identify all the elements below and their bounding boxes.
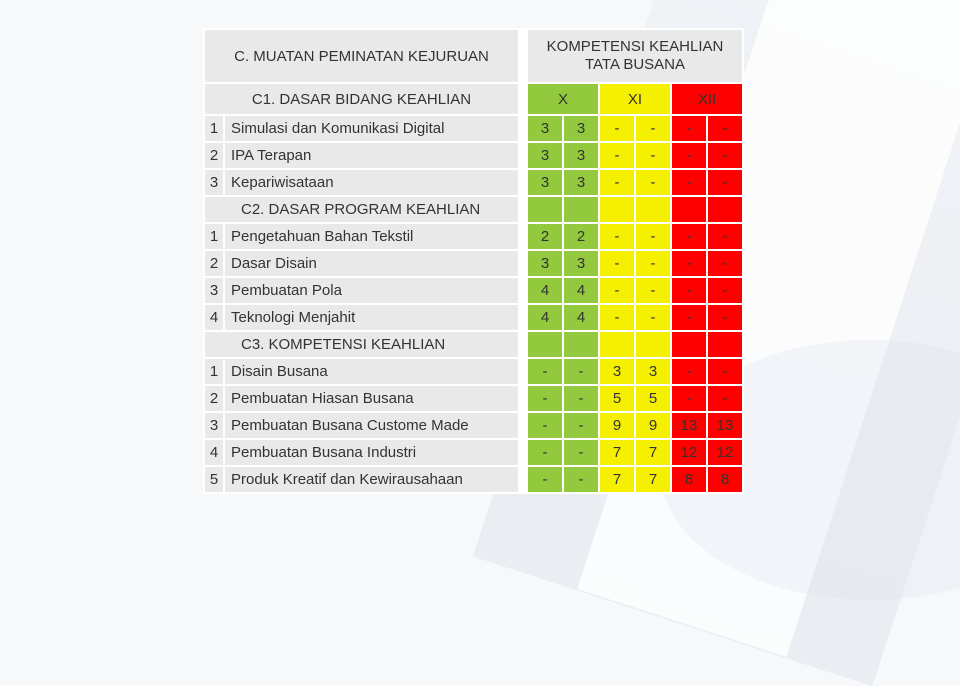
hours-cell: 3 [527, 250, 563, 277]
hours-cell: 13 [671, 412, 707, 439]
empty-cell [671, 331, 707, 358]
hours-cell: 12 [671, 439, 707, 466]
section-label: C2. DASAR PROGRAM KEAHLIAN [204, 196, 519, 223]
hours-cell: - [707, 142, 743, 169]
hours-cell: - [707, 250, 743, 277]
hours-cell: 3 [599, 358, 635, 385]
column-gap [519, 412, 527, 439]
hours-cell: - [671, 304, 707, 331]
grade-x: X [527, 83, 599, 115]
subject-name: Disain Busana [224, 358, 519, 385]
hours-cell: 12 [707, 439, 743, 466]
row-number: 2 [204, 385, 224, 412]
subject-name: Pembuatan Busana Industri [224, 439, 519, 466]
hours-cell: - [563, 439, 599, 466]
table-row [204, 142, 743, 169]
empty-cell [563, 331, 599, 358]
hours-cell: 3 [563, 250, 599, 277]
curriculum-table [203, 28, 744, 494]
hours-cell: - [635, 142, 671, 169]
subject-name: Pembuatan Busana Custome Made [224, 412, 519, 439]
hours-cell: 3 [563, 142, 599, 169]
table-row [204, 250, 743, 277]
subject-name: IPA Terapan [224, 142, 519, 169]
hours-cell: 4 [563, 277, 599, 304]
column-gap [519, 196, 527, 223]
subject-name: Pengetahuan Bahan Tekstil [224, 223, 519, 250]
table-row [204, 277, 743, 304]
column-gap [519, 304, 527, 331]
hours-cell: 3 [563, 115, 599, 142]
hours-cell: - [707, 304, 743, 331]
hours-cell: 13 [707, 412, 743, 439]
hours-cell: - [635, 115, 671, 142]
hours-cell: - [599, 304, 635, 331]
empty-cell [707, 196, 743, 223]
hours-cell: - [671, 169, 707, 196]
column-gap [519, 331, 527, 358]
hours-cell: - [563, 385, 599, 412]
section-label: C3. KOMPETENSI KEAHLIAN [204, 331, 519, 358]
hours-cell: - [527, 358, 563, 385]
subject-name: Pembuatan Pola [224, 277, 519, 304]
hours-cell: 4 [563, 304, 599, 331]
grade-xii: XII [671, 83, 743, 115]
header-row [204, 29, 743, 83]
table-row [204, 304, 743, 331]
empty-cell [671, 196, 707, 223]
hours-cell: - [635, 277, 671, 304]
subject-name: Simulasi dan Komunikasi Digital [224, 115, 519, 142]
column-gap [519, 115, 527, 142]
hours-cell: 2 [563, 223, 599, 250]
subject-name: Teknologi Menjahit [224, 304, 519, 331]
hours-cell: 3 [527, 169, 563, 196]
header-left [204, 29, 519, 83]
section-row [204, 331, 743, 358]
row-number: 1 [204, 115, 224, 142]
hours-cell: - [671, 142, 707, 169]
header-right [527, 29, 743, 83]
subject-name: Pembuatan Hiasan Busana [224, 385, 519, 412]
table-row [204, 358, 743, 385]
empty-cell [635, 196, 671, 223]
section-row [204, 196, 743, 223]
hours-cell: - [527, 385, 563, 412]
hours-cell: 7 [635, 439, 671, 466]
empty-cell [635, 331, 671, 358]
hours-cell: 9 [599, 412, 635, 439]
hours-cell: - [599, 142, 635, 169]
hours-cell: - [563, 412, 599, 439]
subject-name: Produk Kreatif dan Kewirausahaan [224, 466, 519, 493]
hours-cell: - [563, 466, 599, 493]
subject-name: Kepariwisataan [224, 169, 519, 196]
hours-cell: 7 [599, 439, 635, 466]
subject-name: Dasar Disain [224, 250, 519, 277]
hours-cell: 5 [635, 385, 671, 412]
hours-cell: - [635, 169, 671, 196]
row-number: 2 [204, 142, 224, 169]
hours-cell: 3 [563, 169, 599, 196]
hours-cell: 3 [635, 358, 671, 385]
hours-cell: - [707, 385, 743, 412]
column-gap [519, 385, 527, 412]
hours-cell: - [671, 250, 707, 277]
hours-cell: 4 [527, 277, 563, 304]
column-gap [519, 29, 527, 83]
empty-cell [527, 196, 563, 223]
hours-cell: - [635, 304, 671, 331]
table-row [204, 466, 743, 493]
column-gap [519, 439, 527, 466]
hours-cell: 5 [599, 385, 635, 412]
table-row [204, 115, 743, 142]
row-number: 3 [204, 169, 224, 196]
hours-cell: - [671, 385, 707, 412]
table-row [204, 385, 743, 412]
hours-cell: 7 [635, 466, 671, 493]
header-left-title: C. MUATAN PEMINATAN KEJURUAN [234, 47, 489, 65]
empty-cell [527, 331, 563, 358]
header-right-title-line1: KOMPETENSI KEAHLIAN [546, 38, 724, 55]
empty-cell [599, 196, 635, 223]
column-gap [519, 466, 527, 493]
row-number: 1 [204, 223, 224, 250]
column-gap [519, 83, 527, 115]
column-gap [519, 250, 527, 277]
row-number: 2 [204, 250, 224, 277]
row-number: 4 [204, 304, 224, 331]
hours-cell: - [671, 277, 707, 304]
hours-cell: - [707, 277, 743, 304]
row-number: 1 [204, 358, 224, 385]
hours-cell: - [707, 115, 743, 142]
hours-cell: - [671, 358, 707, 385]
row-number: 3 [204, 412, 224, 439]
hours-cell: - [635, 250, 671, 277]
hours-cell: - [671, 115, 707, 142]
hours-cell: 2 [527, 223, 563, 250]
hours-cell: - [707, 358, 743, 385]
hours-cell: - [527, 466, 563, 493]
row-number: 3 [204, 277, 224, 304]
hours-cell: - [563, 358, 599, 385]
hours-cell: - [599, 169, 635, 196]
empty-cell [707, 331, 743, 358]
hours-cell: - [599, 223, 635, 250]
hours-cell: - [527, 439, 563, 466]
hours-cell: 9 [635, 412, 671, 439]
empty-cell [599, 331, 635, 358]
column-gap [519, 169, 527, 196]
hours-cell: - [707, 169, 743, 196]
table-row [204, 169, 743, 196]
row-number: 5 [204, 466, 224, 493]
hours-cell: - [707, 223, 743, 250]
table-row [204, 223, 743, 250]
hours-cell: - [671, 223, 707, 250]
grade-row [204, 83, 743, 115]
hours-cell: 3 [527, 142, 563, 169]
hours-cell: - [599, 250, 635, 277]
row-number: 4 [204, 439, 224, 466]
column-gap [519, 142, 527, 169]
section-label-c1: C1. DASAR BIDANG KEAHLIAN [204, 83, 519, 115]
column-gap [519, 358, 527, 385]
column-gap [519, 277, 527, 304]
hours-cell: 3 [527, 115, 563, 142]
hours-cell: 7 [599, 466, 635, 493]
grade-xi: XI [599, 83, 671, 115]
header-right-title-line2: TATA BUSANA [584, 56, 686, 73]
hours-cell: - [599, 115, 635, 142]
hours-cell: 8 [671, 466, 707, 493]
hours-cell: - [527, 412, 563, 439]
empty-cell [563, 196, 599, 223]
hours-cell: - [599, 277, 635, 304]
column-gap [519, 223, 527, 250]
hours-cell: - [635, 223, 671, 250]
table-row [204, 439, 743, 466]
hours-cell: 4 [527, 304, 563, 331]
hours-cell: 8 [707, 466, 743, 493]
table-row [204, 412, 743, 439]
